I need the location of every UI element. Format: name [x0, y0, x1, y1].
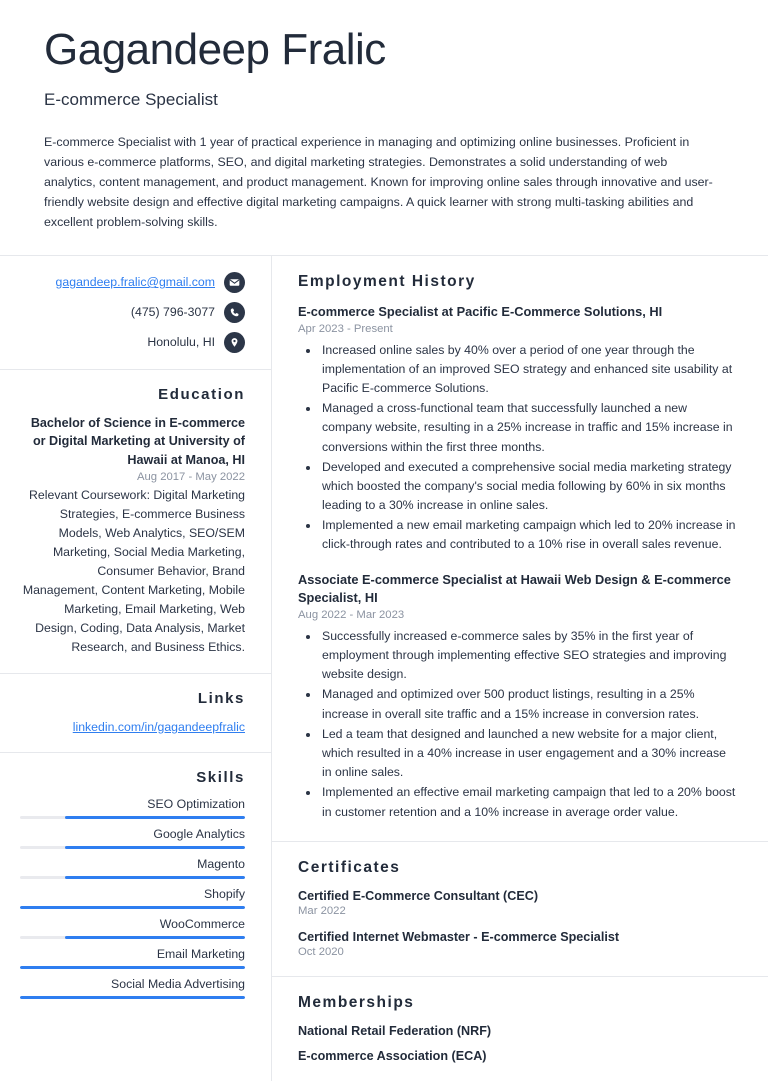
certificate-title: Certified Internet Webmaster - E-commerce Specialist [298, 929, 620, 944]
education-section [0, 369, 271, 673]
certificate-date: Oct 2020 [298, 945, 344, 958]
skill-item [20, 857, 245, 879]
skills-section [0, 752, 271, 1015]
envelope-icon [224, 272, 245, 293]
employment-bullet: • Implemented a new email marketing campaign which led to 20% increase in click-through rates and contributed to a 10% rise in overall sales revenue. [320, 516, 738, 554]
skill-label: Social Media Advertising [111, 976, 245, 991]
skill-bar-fill [65, 936, 245, 939]
employment-title: E-commerce Specialist at Pacific E-Commerce Solutions, HI [298, 303, 663, 319]
employment-bullet: • Led a team that designed and launched a new website for a major client, which resulted in a 40% increase in user engagement and a 30% increase in online sales. [320, 725, 738, 783]
skill-label: Email Marketing [156, 946, 245, 961]
sidebar [0, 256, 272, 1081]
employment-heading: Employment History [298, 272, 476, 290]
skills-heading: Skills [196, 768, 245, 786]
contact-row-phone[interactable] [20, 302, 245, 323]
links-heading: Links [197, 689, 245, 707]
phone-icon [224, 302, 245, 323]
employment-bullet: • Managed and optimized over 500 product listings, resulting in a 25% increase in overall site traffic and a 15% increase in conversion rates. [320, 685, 738, 723]
contact-row-location [20, 332, 245, 353]
resume-body [0, 256, 768, 1081]
certificate-entry [298, 930, 738, 958]
employment-bullet: • Managed a cross-functional team that successfully launched a new company website, resulting in a 25% increase in traffic and 15% increase in conversions within the first three months. [320, 399, 738, 457]
employment-bullets [298, 341, 738, 555]
memberships-heading: Memberships [298, 993, 415, 1011]
employment-entry [298, 571, 738, 822]
link-item[interactable] [20, 718, 245, 736]
skill-item [20, 827, 245, 849]
skill-bar-track [20, 876, 245, 879]
membership-item: National Retail Federation (NRF) [298, 1023, 492, 1038]
skill-bar-fill [65, 816, 245, 819]
employment-bullet: • Developed and executed a comprehensive social media marketing strategy which boosted the company's social media following by 60% in six months leading to a 30% increase in online sales. [320, 458, 738, 516]
certificates-heading: Certificates [298, 858, 401, 876]
skill-bar-fill [65, 876, 245, 879]
main-content [272, 256, 768, 1081]
skill-item [20, 977, 245, 999]
skill-bar-track [20, 906, 245, 909]
skill-label: Shopify [203, 886, 245, 901]
employment-title: Associate E-commerce Specialist at Hawaii Web Design & E-commerce Specialist, HI [298, 571, 731, 605]
linkedin-link[interactable]: linkedin.com/in/gagandeepfralic [72, 719, 245, 734]
contact-details-section [0, 256, 271, 369]
employment-bullets [298, 627, 738, 822]
employment-date: Apr 2023 - Present [298, 322, 393, 335]
skill-bar-fill [20, 996, 245, 999]
education-heading: Education [158, 385, 245, 403]
employment-entry [298, 303, 738, 555]
memberships-section [272, 976, 768, 1081]
skill-bar-fill [20, 906, 245, 909]
employment-bullet: • Implemented an effective email marketing campaign that led to a 20% boost in customer retention and a 10% increase in average order value. [320, 783, 738, 821]
location-text: Honolulu, HI [147, 335, 215, 350]
job-title: E-commerce Specialist [44, 89, 218, 109]
skill-item [20, 797, 245, 819]
phone-number: (475) 796-3077 [130, 305, 215, 320]
email-link[interactable]: gagandeep.fralic@gmail.com [55, 275, 215, 290]
certificates-section [272, 841, 768, 976]
skill-item [20, 887, 245, 909]
employment-history-section [272, 256, 768, 841]
skill-label: SEO Optimization [147, 796, 245, 811]
page-title: Gagandeep Fralic [44, 25, 386, 74]
employment-date: Aug 2022 - Mar 2023 [298, 608, 405, 621]
employment-bullet: • Increased online sales by 40% over a period of one year through the implementation of an improved SEO strategy and enhanced site usability at Pacific E-commerce Solutions. [320, 341, 738, 399]
education-date: Aug 2017 - May 2022 [136, 471, 245, 484]
certificate-entry [298, 889, 738, 917]
location-pin-icon [224, 332, 245, 353]
skill-item [20, 917, 245, 939]
skill-label: Magento [197, 856, 245, 871]
certificate-title: Certified E-Commerce Consultant (CEC) [298, 888, 539, 903]
certificate-date: Mar 2022 [298, 904, 346, 917]
resume-header [0, 0, 768, 255]
professional-summary: E-commerce Specialist with 1 year of practical experience in managing and optimizing online businesses. Proficient in various e-commerce platforms, SEO, and digital marketing strategies. Demonstrates a solid understanding of web analytics, content management, and product management. Known for improving online sales through innovative and user-friendly website design and effective digital marketing campaigns. A quick learner with strong multi-tasking abilities and excellent problem-solving skills. [44, 134, 713, 230]
membership-item: E-commerce Association (ECA) [298, 1048, 487, 1063]
skill-label: Google Analytics [153, 826, 245, 841]
employment-bullet: • Successfully increased e-commerce sales by 35% in the first year of employment through implementing effective SEO strategies and improving website design. [320, 627, 738, 685]
skill-bar-track [20, 816, 245, 819]
skill-item [20, 947, 245, 969]
skill-bar-track [20, 936, 245, 939]
education-description: Relevant Coursework: Digital Marketing Strategies, E-commerce Business Models, Web Analytics, SEO/SEM Marketing, Social Media Marketing, Consumer Behavior, Brand Management, Content Marketing, Mobile Marketing, Email Marketing, Web Design, Coding, Data Analysis, Market Research, and Business Ethics. [22, 488, 245, 654]
skill-bar-fill [20, 966, 245, 969]
contact-row-email[interactable] [20, 272, 245, 293]
skill-bar-track [20, 996, 245, 999]
skill-bar-fill [65, 846, 245, 849]
skill-bar-track [20, 966, 245, 969]
skill-bar-track [20, 846, 245, 849]
links-section [0, 673, 271, 752]
skill-label: WooCommerce [159, 916, 245, 931]
education-degree: Bachelor of Science in E-commerce or Digital Marketing at University of Hawaii at Manoa, HI [30, 415, 245, 467]
